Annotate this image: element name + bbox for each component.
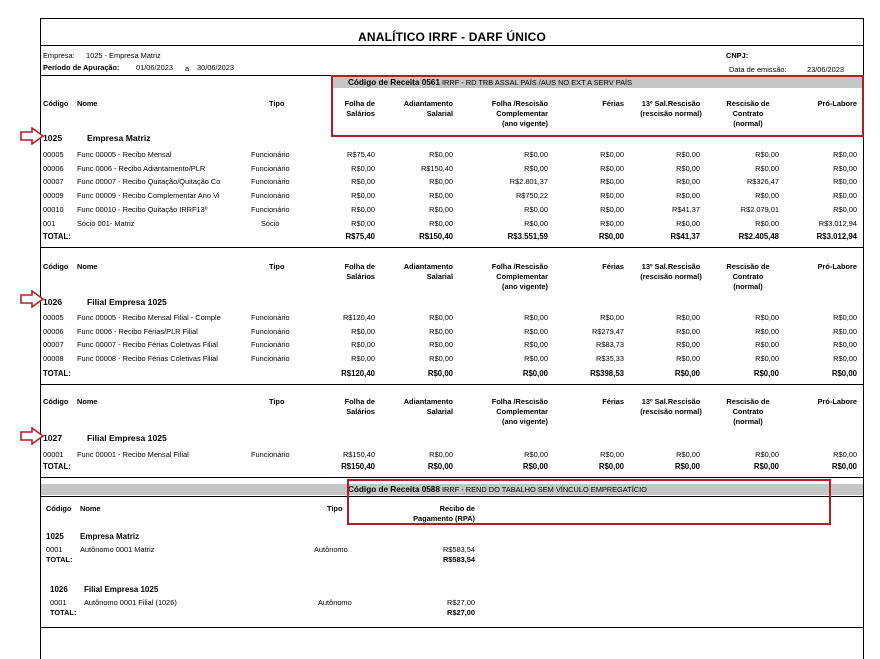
row-value: R$0,00 [600,204,624,214]
col-header-tipo: Tipo [269,397,285,406]
row-value: R$0,00 [600,191,624,201]
row-value: R$2.079,01 [740,204,779,214]
col-header-nome: Nome [77,397,98,406]
row-nome: Func 00001 - Recibo Mensal Filial [77,450,189,459]
total-value: R$0,00 [522,462,548,471]
receita-0561-desc: IRRF - RD TRB ASSAL PAÍS /AUS NO EXT A SERV PAÍS [441,78,633,87]
row-codigo: 00005 [43,313,64,322]
col-header-ferias: Férias [602,262,624,271]
row-codigo: 00008 [43,354,64,364]
col-header-rescisao_comp-2: Complementar [496,407,548,416]
section-divider [41,384,863,385]
row-value: R$0,00 [755,313,779,322]
row-nome: Func 0006 - Recibo Férias/PLR Filial [77,326,198,336]
row-codigo: 00010 [43,204,64,214]
cnpj-label: CNPJ: [726,51,749,60]
title-divider [41,45,863,46]
rpa-company-name: Empresa Matriz [80,532,140,541]
col-header-rescisao_comp-1: Folha /Rescisão [491,262,548,271]
row-value: R$0,00 [600,150,624,159]
row-value: R$0,00 [524,340,548,350]
rpa-row-tipo: Autônomo [314,545,348,554]
col-header-sal13-1: 13º Sal.Rescisão [641,99,701,108]
row-value: R$0,00 [600,163,624,173]
row-value: R$0,00 [600,177,624,187]
row-value: R$0,00 [600,218,624,228]
row-value: R$0,00 [351,326,375,336]
col-header-rescisao-contrato-3: (normal) [733,282,763,291]
col-header-adiant-2: Salarial [426,407,453,416]
periodo-sep: a [185,64,190,73]
row-value: R$3.012,94 [818,218,857,228]
col-header-codigo: Código [43,99,69,108]
col-header-folha-1: Folha de [344,262,375,271]
col-header-rescisao_comp-2: Complementar [496,109,548,118]
company-name: Filial Empresa 1025 [87,297,167,307]
row-value: R$0,00 [833,354,857,364]
row-value: R$0,00 [833,450,857,459]
row-tipo: Funcionário [251,150,290,159]
row-tipo: Funcionário [251,354,290,364]
row-value: R$0,00 [833,204,857,214]
total-label: TOTAL: [43,462,71,471]
row-value: R$0,00 [524,326,548,336]
total-value: R$0,00 [598,462,624,471]
col-header-prolabore: Pró-Labore [817,397,857,406]
col-header-codigo: Código [43,397,69,406]
rpa-col-tipo: Tipo [327,504,343,513]
rpa-col-recibo-1: Recibo de [439,504,475,513]
rpa-row-valor: R$27,00 [447,598,475,607]
empresa-label: Empresa: [43,51,75,60]
total-value: R$3.012,94 [816,232,857,241]
row-nome: Func 00008 - Recibo Férias Coletivas Filial [77,354,218,364]
row-nome: Sócio 001- Matriz [77,218,135,228]
row-tipo: Funcionário [251,313,290,322]
row-nome: Func 00007 - Recibo Férias Coletivas Filial [77,340,218,350]
total-value: R$150,40 [341,462,375,471]
row-value: R$0,00 [429,177,453,187]
row-value: R$0,00 [833,340,857,350]
row-value: R$0,00 [755,354,779,364]
total-value: R$0,00 [753,462,779,471]
row-value: R$0,00 [676,191,700,201]
row-value: R$0,00 [833,163,857,173]
row-value: R$0,00 [676,150,700,159]
row-value: R$326,47 [746,177,779,187]
col-header-sal13-2: (rescisão normal) [640,407,702,416]
col-header-adiant-2: Salarial [426,272,453,281]
arrow-right-icon [20,290,44,308]
row-value: R$0,00 [676,450,700,459]
col-header-folha-1: Folha de [344,397,375,406]
company-name: Filial Empresa 1025 [87,433,167,443]
total-value: R$150,40 [419,232,453,241]
col-header-rescisao-contrato-1: Rescisão de [726,99,770,108]
total-value: R$41,37 [670,232,700,241]
highlight-box-receita-0588 [347,479,831,525]
row-value: R$0,00 [429,354,453,364]
rpa-row-nome: Autônomo 0001 Matriz [80,545,155,554]
row-tipo: Funcionário [251,204,290,214]
col-header-adiant-1: Adiantamento [403,262,453,271]
total-value: R$120,40 [341,369,375,378]
row-value: R$0,00 [755,150,779,159]
rpa-row-nome: Autônomo 0001 Filial (1026) [84,598,177,607]
rpa-company-name: Filial Empresa 1025 [84,585,159,594]
total-value: R$0,00 [427,462,453,471]
col-header-rescisao-contrato-3: (normal) [733,417,763,426]
col-header-codigo: Código [43,262,69,271]
row-value: R$0,00 [676,326,700,336]
row-value: R$0,00 [833,326,857,336]
company-name: Empresa Matriz [87,133,151,143]
row-value: R$750,22 [515,191,548,201]
row-value: R$2.801,37 [509,177,548,187]
col-header-ferias: Férias [602,397,624,406]
total-value: R$0,00 [427,369,453,378]
total-value: R$0,00 [598,232,624,241]
total-value: R$0,00 [522,369,548,378]
row-tipo: Funcionário [251,177,290,187]
report-title: ANALÍTICO IRRF - DARF ÚNICO [357,30,547,44]
row-codigo: 00006 [43,326,64,336]
arrow-right-icon [20,427,44,445]
col-header-prolabore: Pró-Labore [817,262,857,271]
row-tipo: Funcionário [251,191,290,201]
total-value: R$2.405,48 [738,232,779,241]
company-code: 1027 [43,433,63,443]
col-header-rescisao_comp-3: (ano vigente) [502,119,548,128]
row-value: R$0,00 [429,191,453,201]
row-value: R$0,00 [755,218,779,228]
row-value: R$0,00 [429,313,453,322]
row-tipo: Funcionário [251,326,290,336]
col-header-rescisao_comp-1: Folha /Rescisão [491,397,548,406]
col-header-ferias: Férias [602,99,624,108]
rpa-row-codigo: 0001 [50,598,67,607]
row-value: R$0,00 [429,150,453,159]
row-value: R$150,40 [420,163,453,173]
row-value: R$0,00 [600,313,624,322]
empresa-value: 1025 - Empresa Matriz [86,51,161,60]
row-value: R$0,00 [351,163,375,173]
row-value: R$0,00 [600,450,624,459]
row-nome: Func 00005 - Recibo Mensal Filial - Comple [77,313,221,322]
receita-0561-code: Código de Receita 0561 [348,78,440,87]
col-header-adiant-2: Salarial [426,109,453,118]
rpa-col-recibo-2: Pagamento (RPA) [413,514,475,523]
row-value: R$0,00 [676,340,700,350]
total-value: R$0,00 [674,462,700,471]
col-header-nome: Nome [77,262,98,271]
rpa-total-label: TOTAL: [50,608,77,617]
row-value: R$83,73 [596,340,624,350]
col-header-sal13-2: (rescisão normal) [640,109,702,118]
row-value: R$0,00 [676,177,700,187]
rpa-company-code: 1025 [46,532,64,541]
report-page [40,18,864,659]
col-header-rescisao-contrato-1: Rescisão de [726,262,770,271]
rpa-total-label: TOTAL: [46,555,73,564]
row-value: R$120,40 [342,313,375,322]
row-value: R$0,00 [755,340,779,350]
col-header-folha-2: Salários [346,109,375,118]
row-value: R$0,00 [755,191,779,201]
col-header-rescisao-contrato-2: Contrato [732,272,764,281]
periodo-from: 01/06/2023 [136,63,173,72]
total-value: R$3.551,59 [507,232,548,241]
row-value: R$0,00 [351,204,375,214]
row-value: R$0,00 [755,450,779,459]
row-value: R$0,00 [429,450,453,459]
emissao-label: Data de emissão: [729,65,787,74]
col-header-tipo: Tipo [269,262,285,271]
row-value: R$0,00 [351,191,375,201]
total-label: TOTAL: [43,369,71,378]
rpa-total-value: R$27,00 [447,608,475,617]
row-value: R$0,00 [676,313,700,322]
receita-0588-desc: IRRF - REND DO TABALHO SEM VÍNCULO EMPREGATÍCIO [441,485,647,494]
col-header-rescisao-contrato-2: Contrato [732,109,764,118]
col-header-folha-2: Salários [346,407,375,416]
row-value: R$0,00 [351,218,375,228]
row-value: R$0,00 [524,218,548,228]
row-value: R$0,00 [429,218,453,228]
col-header-rescisao_comp-3: (ano vigente) [502,282,548,291]
total-value: R$75,40 [345,232,375,241]
total-value: R$0,00 [831,462,857,471]
col-header-folha-2: Salários [346,272,375,281]
col-header-rescisao_comp-3: (ano vigente) [502,417,548,426]
row-value: R$35,33 [596,354,624,364]
company-code: 1026 [43,297,63,307]
col-header-rescisao_comp-1: Folha /Rescisão [491,99,548,108]
rpa-row-valor: R$583,54 [442,545,475,554]
row-value: R$279,47 [591,326,624,336]
row-value: R$0,00 [429,204,453,214]
rpa-total-value: R$583,54 [442,555,475,564]
col-header-folha-1: Folha de [344,99,375,108]
row-value: R$0,00 [524,163,548,173]
row-value: R$0,00 [351,354,375,364]
col-header-sal13-1: 13º Sal.Rescisão [641,262,701,271]
row-value: R$0,00 [833,313,857,322]
row-value: R$0,00 [755,163,779,173]
row-codigo: 00007 [43,177,64,187]
section-divider [41,247,863,248]
rpa-company-code: 1026 [50,585,68,594]
row-tipo: Sócio [261,218,280,228]
company-code: 1025 [43,133,63,143]
row-value: R$0,00 [755,326,779,336]
row-codigo: 00005 [43,150,64,159]
row-nome: Func 0006 - Recibo Adiantamento/PLR [77,163,206,173]
row-value: R$0,00 [524,313,548,322]
row-value: R$0,00 [676,218,700,228]
highlight-box-receita-0561 [331,75,864,137]
total-value: R$0,00 [831,369,857,378]
emissao-value: 23/06/2023 [807,65,844,74]
rpa-row-codigo: 0001 [46,545,63,554]
receita-0588-code: Código de Receita 0588 [348,485,440,494]
col-header-adiant-1: Adiantamento [403,397,453,406]
row-value: R$0,00 [524,204,548,214]
row-codigo: 00009 [43,191,64,201]
rpa-col-codigo: Código [46,504,72,513]
row-value: R$41,37 [672,204,700,214]
row-nome: Func 00007 - Recibo Quitação/Quitação Co [77,177,221,187]
section-divider [41,477,863,478]
row-nome: Func 00009 - Recibo Complementar Ano Vi [77,191,220,201]
col-header-nome: Nome [77,99,98,108]
rpa-col-nome: Nome [80,504,101,513]
row-codigo: 001 [43,218,56,228]
rpa-row-tipo: Autônomo [318,598,352,607]
row-value: R$0,00 [429,340,453,350]
periodo-label: Período de Apuração: [43,63,120,72]
col-header-adiant-1: Adiantamento [403,99,453,108]
row-value: R$0,00 [833,150,857,159]
row-value: R$0,00 [351,177,375,187]
row-nome: Func 00005 - Recibo Mensal [77,150,172,159]
row-nome: Func 00010 - Recibo Quitação IRRF13º [77,204,208,214]
col-header-rescisao_comp-2: Complementar [496,272,548,281]
col-header-sal13-2: (rescisão normal) [640,272,702,281]
col-header-sal13-1: 13º Sal.Rescisão [641,397,701,406]
row-value: R$150,40 [342,450,375,459]
row-value: R$0,00 [676,163,700,173]
col-header-rescisao-contrato-1: Rescisão de [726,397,770,406]
row-value: R$0,00 [676,354,700,364]
row-value: R$0,00 [833,177,857,187]
row-tipo: Funcionário [251,340,290,350]
row-value: R$0,00 [524,450,548,459]
row-value: R$0,00 [833,191,857,201]
row-tipo: Funcionário [251,163,290,173]
periodo-to: 30/06/2023 [197,63,234,72]
row-value: R$0,00 [351,340,375,350]
row-value: R$0,00 [429,326,453,336]
arrow-right-icon [20,127,44,145]
row-codigo: 00001 [43,450,64,459]
footer-divider [41,627,863,628]
total-value: R$0,00 [753,369,779,378]
row-codigo: 00006 [43,163,64,173]
total-value: R$0,00 [674,369,700,378]
row-codigo: 00007 [43,340,64,350]
row-value: R$75,40 [347,150,375,159]
col-header-tipo: Tipo [269,99,285,108]
row-value: R$0,00 [524,150,548,159]
row-tipo: Funcionário [251,450,290,459]
total-value: R$398,53 [590,369,624,378]
col-header-rescisao-contrato-3: (normal) [733,119,763,128]
total-label: TOTAL: [43,232,71,241]
col-header-prolabore: Pró-Labore [817,99,857,108]
col-header-rescisao-contrato-2: Contrato [732,407,764,416]
row-value: R$0,00 [524,354,548,364]
